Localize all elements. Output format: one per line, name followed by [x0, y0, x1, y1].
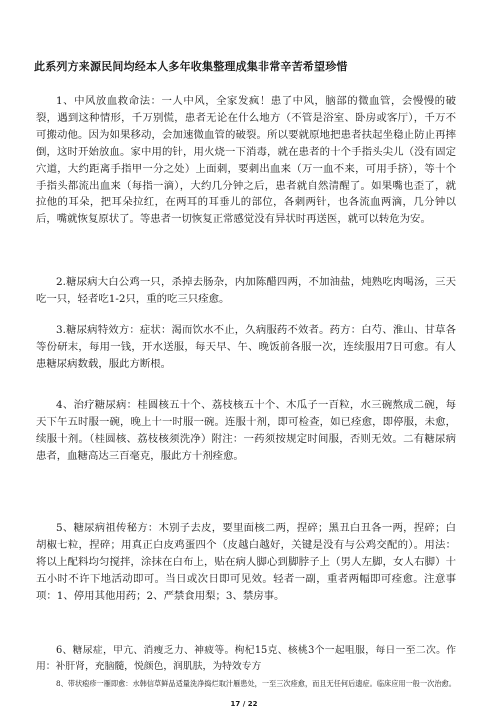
- page-number: 17 / 22: [230, 700, 258, 708]
- page-header: 此系列方来源民间均经本人多年收集整理成集非常辛苦希望珍惜: [34, 60, 348, 73]
- paragraph-3: 3.糖尿病特效方：症状：渴而饮水不止，久病服药不效者。药方：白芍、淮山、甘草各等份研末，每用一钱，开水送服，每天早、午、晚饭前各服一次，连续服用7日可愈。有人患糖尿病数载，服此方断根。: [36, 324, 456, 370]
- paragraph-4: 4、治疗糖尿病：桂圆核五十个、荔枝核五十个、木瓜子一百粒，水三碗熬成二碗，每天下午五时服一碗，晚上十一时服一碗。连服十剂，即可检查，如已痊愈，即停服，未愈，续服十剂。（桂圆核、荔枝核须洗净）附注：一药须按规定时间服，否则无效。二有糖尿病患者，血糖高达三百毫克，服此方十剂痊愈。: [36, 399, 456, 462]
- paragraph-5: 5、糖尿病祖传秘方：木别子去皮，要里面核二两，捏碎；黑丑白丑各一两，捏碎；白胡椒七粒，捏碎；用真正白皮鸡蛋四个（皮越白越好，关键是没有与公鸡交配的）。用法：将以上配料均匀搅拌，涂抹在白布上，贴在病人脚心到脚脖子上（男人左脚，女人右脚）十五小时不许下地活动即可。当日或次日即可见效。轻者一副，重者两幅即可痊愈。注意事项：1、停用其他用药；2、严禁食用梨；3、禁房事。: [36, 522, 456, 602]
- paragraph-6: 6、糖尿症，甲亢、消瘦乏力、神疲等。枸杞15克、核桃3个一起咀服，每日一至二次。作用：补肝肾，充脑髓，悦颜色，润肌肤，为特效专方: [36, 645, 456, 672]
- paragraph-1: 1、中风放血救命法：一人中风，全家发疯！患了中风，脑部的微血管，会慢慢的破裂，遇到这种情形，千万别慌，患者无论在什么地方（不管是浴室、卧房或客厅），千万不可搬动他。因为如果移动，会加速微血管的破裂。所以要就原地把患者扶起坐稳止防止再摔倒，这时开始放血。家中用的针，用火烧一下消毒，就在患者的十个手指头尖儿（没有固定穴道，大约距离手指甲一分之处）上面刺，要刺出血来（万一血不来，可用手挤），等十个手指头都流出血来（每指一滴），大约几分钟之后，患者就自然清醒了。如果嘴也歪了，就拉他的耳朵，把耳朵拉红，在两耳的耳垂儿的部位，各刺两针，也各流血两滴，几分钟以后，嘴就恢复原状了。等患者一切恢复正常感觉没有异状时再送医，就可以转危为安。: [36, 95, 456, 226]
- paragraph-2: 2.糖尿病大白公鸡一只，杀掉去肠杂，内加陈醋四两，不加油盐，炖熟吃肉喝汤，三天吃一只，轻者吃1-2只，重的吃三只痊愈。: [36, 276, 456, 305]
- paragraph-7: 8、带状疱疹一雁即愈：水韩信草鲜品适量洗净捣烂取汁雁患处，一至三次痊愈，而且无任何后遗症。临床应用一般一次治愈。: [56, 679, 456, 688]
